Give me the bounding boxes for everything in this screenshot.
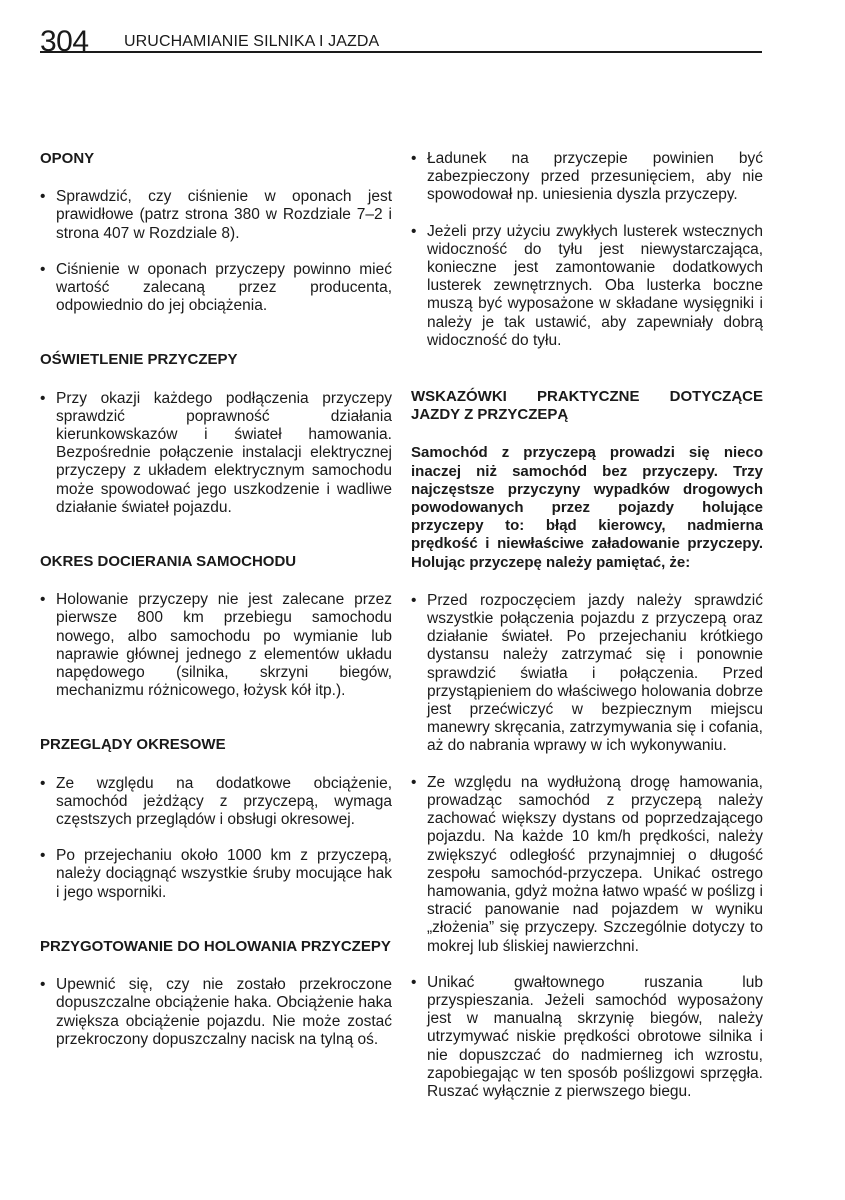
bullet-item: • Upewnić się, czy nie zostało przekroczone dopuszczalne obciążenie haka. Obciążenie haka zwiększa obciążenie pojazdu. Nie może zostać przekroczony dopuszczalny nacisk na tylną oś. [40, 976, 392, 1049]
section-title: WSKAZÓWKI PRAKTYCZNE DOTYCZĄCE JAZDY Z PRZYCZEPĄ [411, 388, 763, 424]
section [40, 150, 392, 315]
running-head: URUCHAMIANIE SILNIKA I JAZDA [124, 33, 380, 50]
bullet-item: • Po przejechaniu około 1000 km z przyczepą, należy dociągnąć wszystkie śruby mocujące hak i jego wsporniki. [40, 847, 392, 902]
right-column [411, 150, 763, 1101]
bullet-list [40, 188, 392, 315]
bullet-list [40, 591, 392, 700]
bullet-item: • Ładunek na przyczepie powinien być zabezpieczony przed przesunięciem, aby nie spowodował np. uniesienia dyszla przyczepy. [411, 150, 763, 205]
section [40, 736, 392, 901]
page-number: 304 [40, 25, 89, 58]
bullet-item: • Przy okazji każdego podłączenia przyczepy sprawdzić poprawność działania kierunkowskazów i świateł hamowania. Bezpośrednie połączenie instalacji elektrycznej przyczepy z układem elektrycznym samochodu może spowodować jego uszkodzenie i wadliwe działanie świateł pojazdu. [40, 390, 392, 517]
bullet-item: • Holowanie przyczepy nie jest zalecane przez pierwsze 800 km przebiegu samochodu nowego, albo samochodu po wymianie lub naprawie głównej jednego z elementów układu napędowego (silnika, skrzyni biegów, mechanizmu różnicowego, łożysk kół itp.). [40, 591, 392, 700]
bullet-item: • Ciśnienie w oponach przyczepy powinno mieć wartość zalecaną przez producenta, odpowiednio do jej obciążenia. [40, 261, 392, 316]
practical-tips-bullets [411, 592, 763, 1101]
bullet-list [40, 976, 392, 1049]
practical-tips-section [411, 388, 763, 1101]
bullet-item: • Sprawdzić, czy ciśnienie w oponach jest prawidłowe (patrz strona 380 w Rozdziale 7–2 i strona 407 w Rozdziale 8). [40, 188, 392, 243]
section-title: OŚWIETLENIE PRZYCZEPY [40, 351, 238, 369]
section [40, 553, 392, 700]
bullet-list [40, 390, 392, 517]
right-top-bullets [411, 150, 763, 350]
bullet-item: • Ze względu na dodatkowe obciążenie, samochód jeżdżący z przyczepą, wymaga częstszych przeglądów i obsługi okresowej. [40, 775, 392, 830]
section [40, 938, 392, 1049]
bullet-item: • Przed rozpoczęciem jazdy należy sprawdzić wszystkie połączenia pojazdu z przyczepą oraz działanie świateł. Po przejechaniu krótkiego dystansu należy zatrzymać się i ponownie sprawdzić światła i połączenia. Przed przystąpieniem do właściwego holowania dobrze jest przećwiczyć w bezpiecznym miejscu manewry skręcania, zatrzymywania się i cofania, aż do nabrania wprawy w ich wykonywaniu. [411, 592, 763, 756]
section-title: OKRES DOCIERANIA SAMOCHODU [40, 553, 297, 571]
bullet-item: • Ze względu na wydłużoną drogę hamowania, prowadząc samochód z przyczepą należy zachować większy dystans od poprzedzającego pojazdu. Na każde 10 km/h prędkości, należy zwiększyć odległość przynajmniej o długość zespołu samochód-przyczepa. Unikać ostrego hamowania, gdyż można łatwo wpaść w poślizg i stracić panowanie nad pojazdem w wyniku „złożenia” się przyczepy. Szczególnie dotyczy to mokrej lub śliskiej nawierzchni. [411, 774, 763, 956]
section-lead: Samochód z przyczepą prowadzi się nieco inaczej niż samochód bez przyczepy. Trzy najczęstsze przyczyny wypadków drogowych powodowanych przez pojazdy holujące przyczepy to: błąd kierowcy, nadmierna prędkość i niewłaściwe załadowanie przyczepy. Holując przyczepę należy pamiętać, że: [411, 444, 763, 571]
header-rule [40, 51, 762, 53]
bullet-item: • Unikać gwałtownego ruszania lub przyspieszania. Jeżeli samochód wyposażony jest w manualną skrzynię biegów, należy utrzymywać niskie prędkości obrotowe silnika i nie dopuszczać do nadmierneg ich wzrostu, zapobiegając w ten sposób poślizgowi sprzęgła. Ruszać wyłącznie z pierwszego biegu. [411, 974, 763, 1101]
section-title: PRZYGOTOWANIE DO HOLOWANIA PRZYCZEPY [40, 937, 391, 955]
bullet-item: • Jeżeli przy użyciu zwykłych lusterek wstecznych widoczność do tyłu jest niewystarczająca, konieczne jest zamontowanie dodatkowych lusterek zewnętrznych. Oba lusterka boczne muszą być wyposażone w składane wysięgniki i należy je tak ustawić, aby zapewniały dobrą widoczność do tyłu. [411, 223, 763, 350]
left-column [40, 150, 392, 1049]
section [40, 351, 392, 517]
section-title: OPONY [40, 150, 95, 167]
section-title: PRZEGLĄDY OKRESOWE [40, 736, 226, 754]
bullet-list [40, 775, 392, 902]
